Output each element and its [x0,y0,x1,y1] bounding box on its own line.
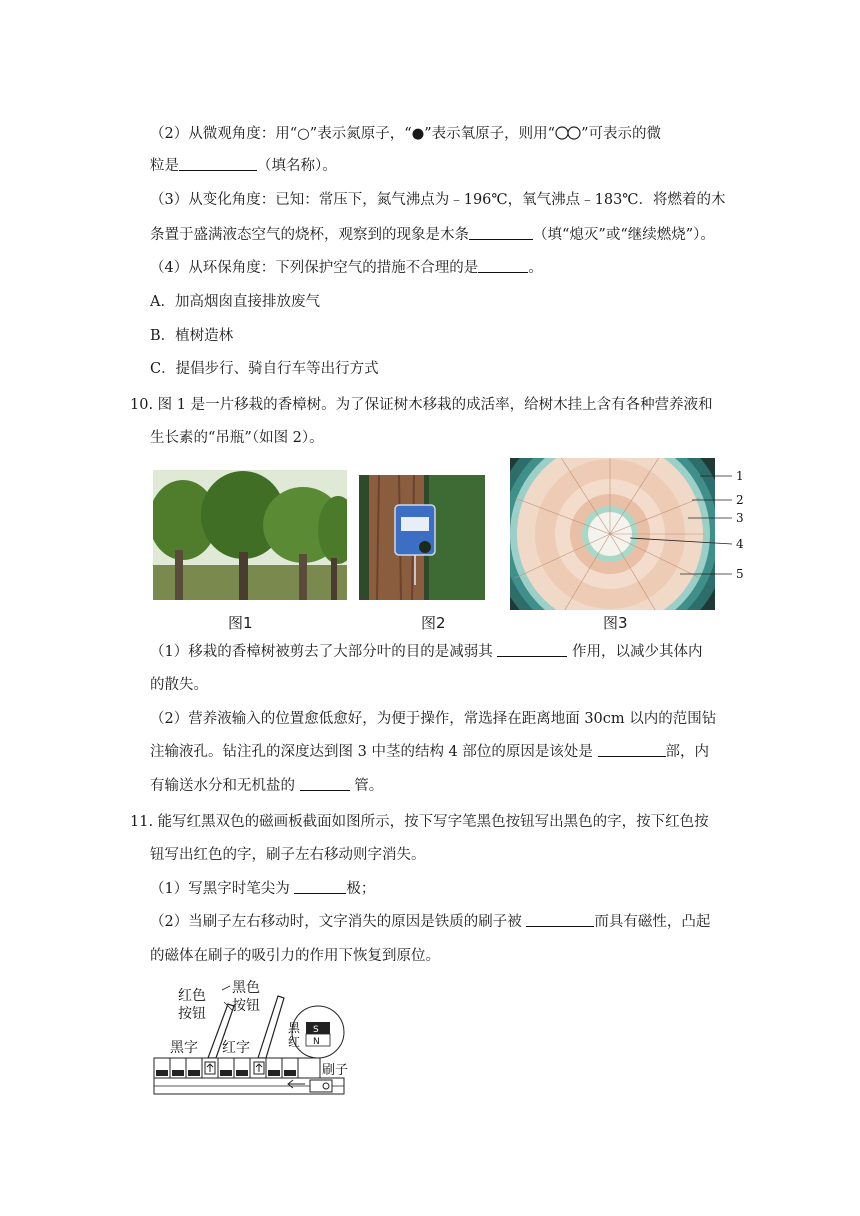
answer-blank[interactable] [300,776,350,791]
black-char-label: 黑字 [170,1040,198,1056]
q11-part2-line1: （2）当刷子左右移动时，文字消失的原因是铁质的刷子被 而具有磁性，凸起 [150,914,711,930]
red-button-label-1: 红色 [178,988,206,1004]
answer-blank[interactable] [469,225,533,240]
q10-part2-line1: （2）营养液输入的位置愈低愈好，为便于操作，常选择在距离地面 30cm 以内的范围钻 [150,711,717,727]
black-button-label-2: 按钮 [232,998,260,1014]
figure3-label-3: 3 [736,511,744,525]
q11-part2-line2: 的磁体在刷子的吸引力的作用下恢复到原位。 [150,948,440,964]
figure1-trees-photo [153,470,347,600]
q9-part4: （4）从环保角度：下列保护空气的措施不合理的是 。 [150,260,543,276]
q9-option-b: B．植树造林 [150,328,234,344]
q9-option-c: C．提倡步行、骑自行车等出行方式 [150,361,379,377]
q10-part1-line1: （1）移栽的香樟树被剪去了大部分叶的目的是减弱其 作用，以减少其体内 [150,644,703,660]
magnet-n-pole: N [313,1037,320,1047]
answer-blank[interactable] [598,742,666,757]
q9-part2-line1: （2）从微观角度：用“○”表示氮原子，“●”表示氧原子，则用“ ”可表示的微 [150,124,661,146]
figure2-caption: 图2 [421,614,446,632]
q10-part1-line2: 的散失。 [150,677,208,693]
magnetic-board-diagram [150,976,355,1101]
figure3-label-4: 4 [736,537,744,551]
q9-option-a: A．加高烟囱直接排放废气 [150,294,320,310]
answer-blank[interactable] [179,156,257,171]
q10-stem-line1: 10. 图 1 是一片移栽的香樟树。为了保证树木移栽的成活率，给树木挂上含有各种营养液和 [130,397,713,413]
q11-stem-line1: 11. 能写红黑双色的磁画板截面如图所示，按下写字笔黑色按钮写出黑色的字，按下红色按 [130,814,709,830]
q11-stem-line2: 钮写出红色的字，刷子左右移动则字消失。 [150,847,426,863]
magnet-red-label: 红 [288,1035,301,1049]
answer-blank[interactable] [497,642,567,657]
figure3-label-5: 5 [736,567,744,581]
magnet-s-pole: S [313,1025,319,1035]
figure3-label-1: 1 [736,469,744,483]
q10-stem-line2: 生长素的“吊瓶”（如图 2）。 [150,430,324,446]
q9-part3-line2: 条置于盛满液态空气的烧杯，观察到的现象是木条 （填“熄灭”或“继续燃烧”）。 [150,227,715,243]
magnet-black-label: 黑 [288,1021,301,1035]
q10-part2-line3: 有输送水分和无机盐的 管。 [150,778,384,794]
figure3-stem-cross-section [510,458,750,610]
black-button-label-1: 黑色 [232,980,260,996]
answer-blank[interactable] [478,258,528,273]
q10-part2-line2: 注输液孔。钻注孔的深度达到图 3 中茎的结构 4 部位的原因是该处是 部，内 [150,744,709,760]
figure3-label-2: 2 [736,493,744,507]
figure1-caption: 图1 [228,614,253,632]
q9-part3-line1: （3）从变化角度：已知：常压下，氮气沸点为﹣196℃，氧气沸点﹣183℃．将燃着的木 [150,192,726,208]
figure2-iv-bag-photo [359,475,485,600]
nitrogen-molecule-icon [555,126,581,146]
q11-part1: （1）写黑字时笔尖为 极； [150,881,376,897]
answer-blank[interactable] [294,879,346,894]
q9-part2-line2: 粒是 （填名称）。 [150,158,337,174]
figure3-caption: 图3 [603,614,628,632]
brush-label: 刷子 [322,1063,349,1078]
answer-blank[interactable] [526,912,594,927]
red-char-label: 红字 [222,1040,250,1056]
red-button-label-2: 按钮 [178,1006,206,1022]
